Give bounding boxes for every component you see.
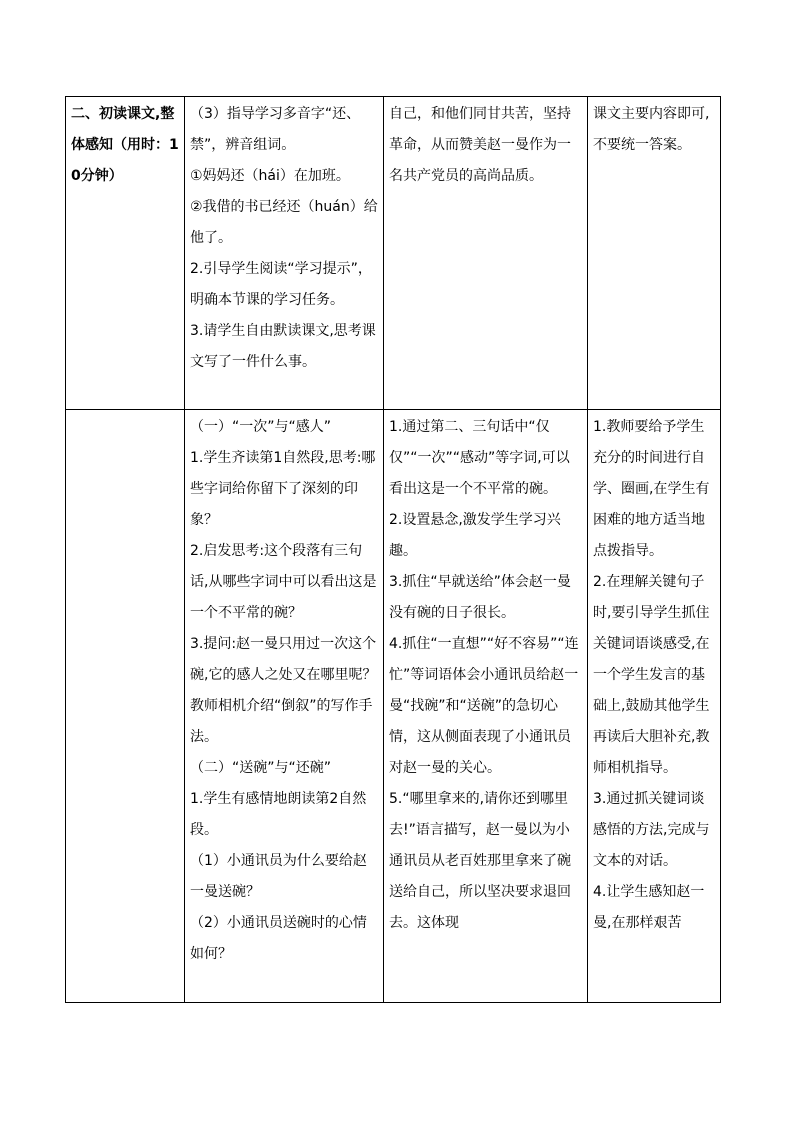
cell-paragraph: 4.抓住“一直想”“好不容易”“连忙”等词语体会小通讯员给赵一曼“找碗”和“送碗”的急切心情，这从侧面表现了小通讯员对赵一曼的关心。 — [389, 636, 579, 776]
notes-cell — [588, 97, 721, 410]
cell-paragraph: 2.在理解关键句子时,要引导学生抓住关键词语谈感受,在一个学生发言的基础上,鼓励其他学生再读后大胆补充,教师相机指导。 — [593, 574, 710, 776]
notes-cell — [588, 410, 721, 1003]
student-activity-cell — [384, 97, 588, 410]
stage-cell — [66, 410, 185, 1003]
cell-paragraph: 4.让学生感知赵一曼,在那样艰苦 — [593, 884, 705, 931]
cell-paragraph: 课文主要内容即可,不要统一答案。 — [593, 106, 710, 153]
cell-paragraph: 3.通过抓关键词谈感悟的方法,完成与文本的对话。 — [593, 791, 710, 869]
cell-paragraph: 1.教师要给予学生充分的时间进行自学、圈画,在学生有困难的地方适当地点拨指导。 — [593, 419, 710, 559]
cell-paragraph: （一）“一次”与“感人” — [190, 419, 332, 435]
cell-paragraph: 3.抓住“早就送给”体会赵一曼没有碗的日子很长。 — [389, 574, 571, 621]
cell-paragraph: （2）小通讯员送碗时的心情如何？ — [190, 915, 367, 962]
cell-paragraph: 2.设置悬念,激发学生学习兴趣。 — [389, 512, 561, 559]
cell-paragraph: 5.“哪里拿来的,请你还到哪里去!”语言描写，赵一曼以为小通讯员从老百姓那里拿来了碗送给自己，所以坚决要求退回去。这体现 — [389, 791, 571, 931]
teacher-activity-cell — [185, 97, 384, 410]
cell-paragraph: 1.通过第二、三句话中“仅仅”“一次”“感动”等字词,可以看出这是一个不平常的碗。 — [389, 419, 570, 497]
cell-paragraph: （二）“送碗”与“还碗” — [190, 760, 332, 776]
cell-paragraph: 2.引导学生阅读“学习提示”，明确本节课的学习任务。 — [190, 261, 372, 308]
cell-paragraph: 3.请学生自由默读课文,思考课文写了一件什么事。 — [190, 323, 376, 370]
cell-paragraph: 教师相机介绍“倒叙”的写作手法。 — [190, 698, 373, 745]
cell-paragraph: 3.提问:赵一曼只用过一次这个碗,它的感人之处又在哪里呢？ — [190, 636, 377, 683]
cell-paragraph: （3）指导学习多音字“还、禁”，辨音组词。 — [190, 106, 361, 153]
cell-paragraph: 1.学生有感情地朗读第2自然段。 — [190, 791, 367, 838]
table-row — [66, 410, 721, 1003]
cell-paragraph: 2.启发思考:这个段落有三句话,从哪些字词中可以看出这是一个不平常的碗？ — [190, 543, 377, 621]
cell-paragraph: ②我借的书已经还（huán）给他了。 — [190, 199, 378, 246]
cell-paragraph: 自己，和他们同甘共苦，坚持革命，从而赞美赵一曼作为一名共产党员的高尚品质。 — [389, 106, 571, 184]
cell-paragraph: ①妈妈还（hái）在加班。 — [190, 168, 350, 184]
stage-title: 二、初读课文,整体感知（用时：10分钟） — [71, 106, 179, 184]
cell-paragraph: 1.学生齐读第1自然段,思考:哪些字词给你留下了深刻的印象？ — [190, 450, 376, 528]
teacher-activity-cell — [185, 410, 384, 1003]
cell-paragraph: （1）小通讯员为什么要给赵一曼送碗？ — [190, 853, 367, 900]
student-activity-cell — [384, 410, 588, 1003]
lesson-plan-table — [65, 96, 721, 1003]
stage-cell — [66, 97, 185, 410]
table-row — [66, 97, 721, 410]
